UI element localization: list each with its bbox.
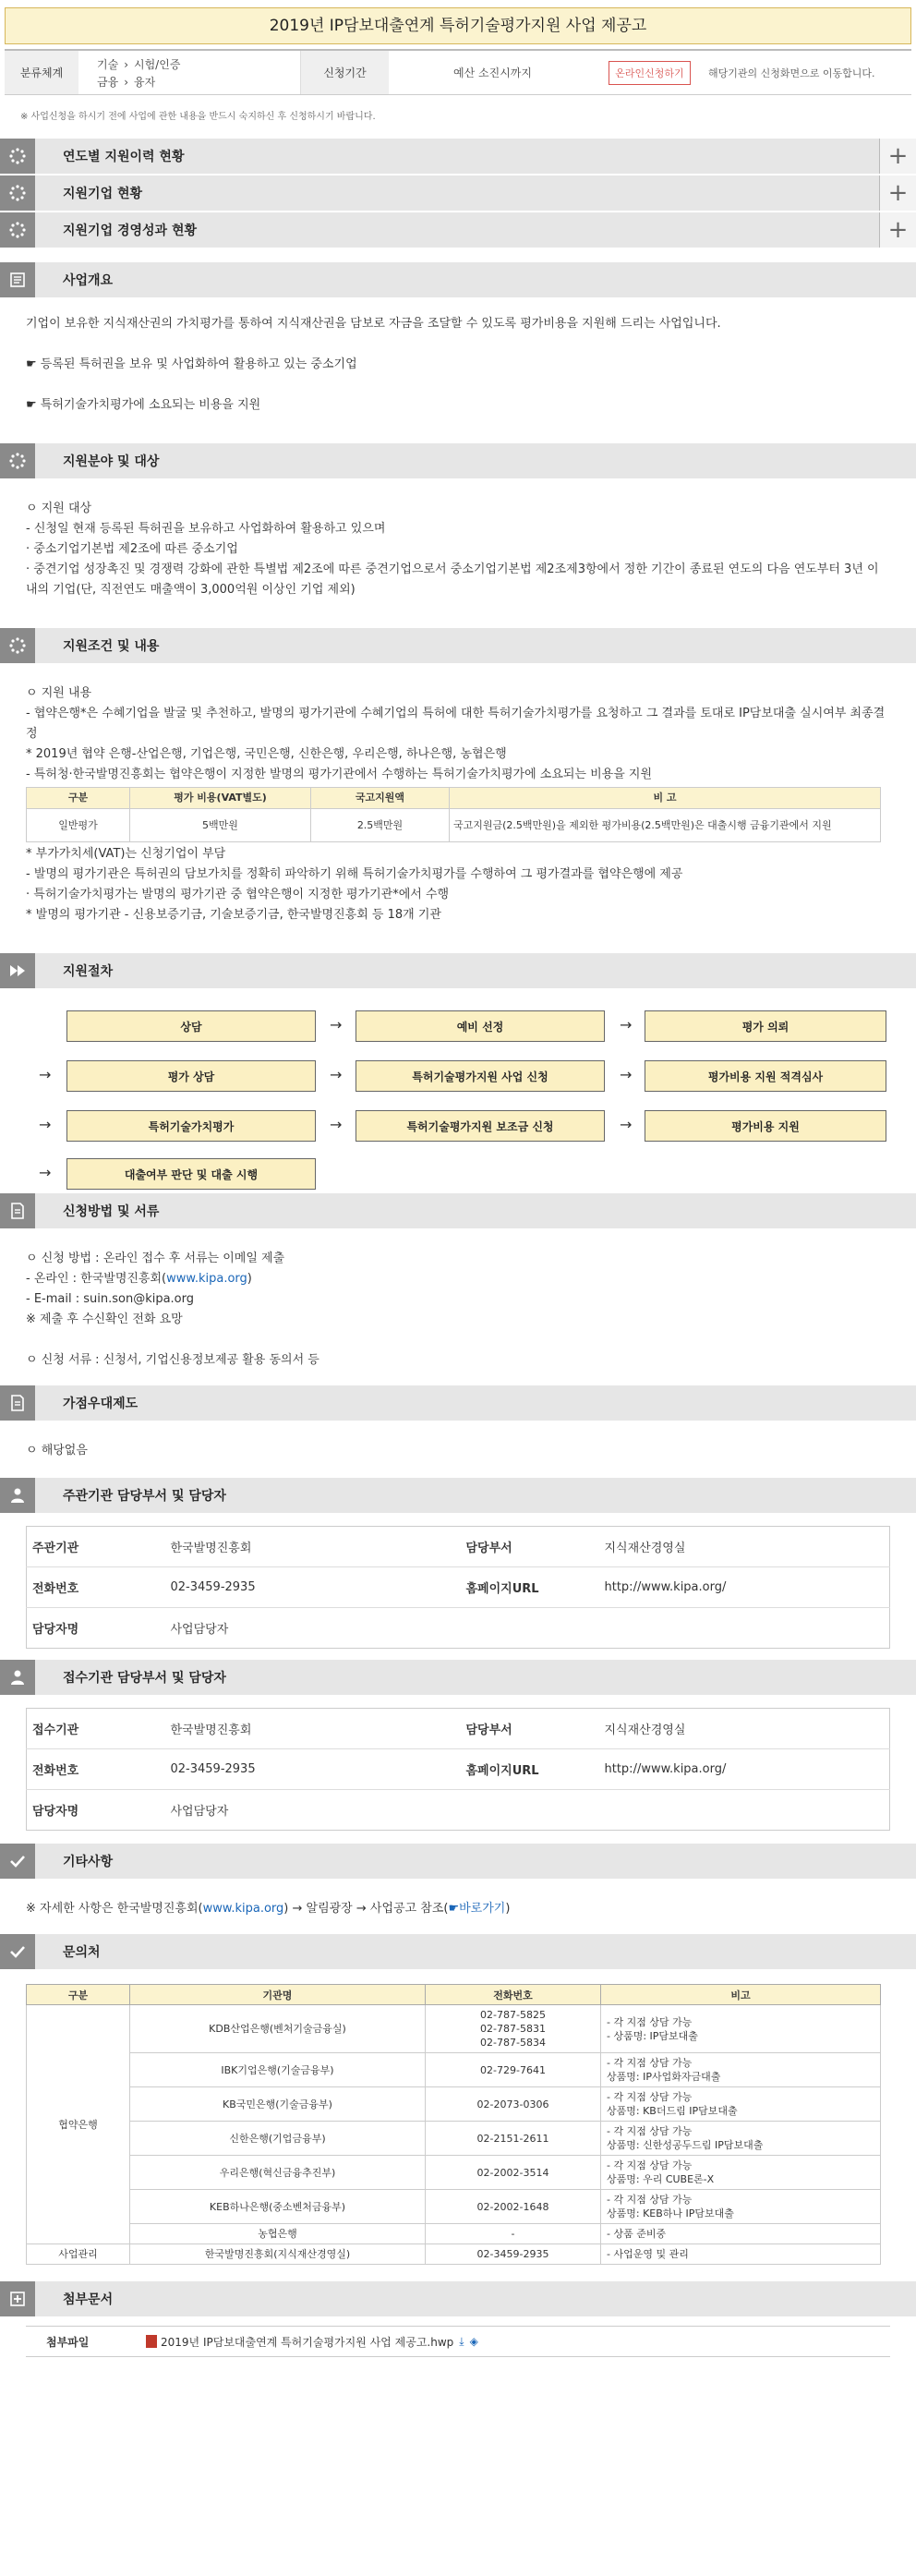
accordion-label: 연도별 지원이력 현황 [63, 150, 185, 164]
category-item: 융자 [134, 76, 156, 89]
section-header [0, 443, 916, 478]
table-cell: 국고지원금(2.5백만원)을 제외한 평가비용(2.5백만원)은 대출시행 금융기관에서 지원 [450, 809, 881, 842]
note-cell [601, 2224, 881, 2244]
table-header: 구분 [27, 788, 130, 809]
accordion [0, 139, 916, 248]
section-body [0, 663, 916, 938]
accordion-label: 지원기업 경영성과 현황 [63, 224, 197, 238]
note-cell [601, 2122, 881, 2156]
section-conditions [0, 628, 916, 938]
chevron-right-icon: › [124, 76, 128, 89]
attachment-row [26, 2326, 890, 2357]
tel-cell [426, 2087, 601, 2122]
text-line: - E-mail : suin.son@kipa.org [26, 1292, 194, 1306]
category-item: 기술 [97, 58, 119, 71]
field-value: 한국발명진흥회 [165, 1709, 461, 1749]
text-line: - 특허청·한국발명진흥회는 협약은행이 지정한 발명의 평가기관에서 수행하는 특허기술가치평가에 소요되는 비용을 지원 [26, 768, 653, 781]
section-title: 지원분야 및 대상 [63, 454, 160, 469]
paragraph: ☛ 등록된 특허권을 보유 및 사업화하여 활용하고 있는 중소기업 [26, 357, 357, 371]
flow-step: 평가 상담 [66, 1060, 316, 1092]
text-line: ※ 제출 후 수신확인 전화 요망 [26, 1312, 183, 1326]
field-label: 전화번호 [27, 1567, 165, 1608]
section-header [0, 2281, 916, 2316]
table-row [27, 2053, 881, 2087]
paragraph: 기업이 보유한 지식재산권의 가치평가를 통하여 지식재산권을 담보로 자금을 조달할 수 있도록 평가비용을 지원해 드리는 사업입니다. [26, 317, 721, 331]
table-row [27, 809, 881, 842]
text-line: ㅇ 해당없음 [26, 1444, 88, 1457]
text-line: ㅇ 지원 내용 [26, 686, 92, 700]
table-header: 구분 [27, 1985, 130, 2005]
section-bonus [0, 1385, 916, 1474]
flow-step: 상담 [66, 1010, 316, 1042]
info-bar [5, 49, 911, 95]
field-value: 02-3459-2935 [165, 1567, 461, 1608]
document-icon [0, 1193, 35, 1228]
page-title: 2019년 IP담보대출연계 특허기술평가지원 사업 제공고 [5, 7, 911, 44]
flow-step: 평가 의뢰 [645, 1010, 886, 1042]
section-target [0, 443, 916, 613]
dots-circle-icon [0, 212, 35, 248]
section-title: 접수기관 담당부서 및 담당자 [63, 1671, 226, 1686]
host-table [26, 1526, 890, 1649]
fast-forward-icon [0, 953, 35, 988]
flow-step: 예비 선정 [356, 1010, 605, 1042]
table-cell: 사업관리 [27, 2244, 130, 2265]
attachment-file-link[interactable]: 2019년 IP담보대출연계 특허기술평가지원 사업 제공고.hwp [161, 2335, 454, 2349]
person-icon [0, 1478, 35, 1513]
kipa-link[interactable]: www.kipa.org [202, 1902, 284, 1916]
dots-circle-icon [0, 175, 35, 211]
category-item: 시험/인증 [134, 58, 181, 71]
tel-line: 02-2151-2611 [476, 2132, 549, 2145]
paragraph: ☛ 특허기술가치평가에 소요되는 비용을 지원 [26, 398, 261, 412]
note-cell [601, 2156, 881, 2190]
arrow-right-icon: → [39, 1164, 52, 1181]
tel-cell [426, 2122, 601, 2156]
group-cell: 협약은행 [27, 2005, 130, 2244]
chevron-right-icon: › [124, 58, 128, 71]
text-line: · 중소기업기본법 제2조에 따른 중소기업 [26, 542, 238, 556]
plus-icon[interactable]: + [879, 139, 916, 174]
field-label: 담당부서 [461, 1527, 599, 1567]
check-icon [0, 1934, 35, 1969]
arrow-right-icon: → [330, 1016, 343, 1034]
field-label: 홈페이지URL [461, 1567, 599, 1608]
period-label: 신청기간 [300, 51, 389, 94]
field-label: 주관기관 [27, 1527, 165, 1567]
note-cell [601, 2053, 881, 2087]
flow-step: 특허기술가치평가 [66, 1110, 316, 1142]
document-icon [0, 1385, 35, 1421]
table-row [27, 2005, 881, 2053]
tel-line: 02-787-5834 [480, 2037, 546, 2049]
field-label: 담당자명 [32, 1805, 79, 1819]
section-header [0, 262, 916, 297]
tel-line: 02-2002-3514 [476, 2166, 549, 2179]
arrow-right-icon: → [39, 1066, 52, 1083]
note-line: - 각 지점 상담 가능 [607, 2057, 693, 2069]
tel-cell [426, 2224, 601, 2244]
text-line: * 2019년 협약 은행-산업은행, 기업은행, 국민은행, 신한은행, 우리은행, 하나은행, 농협은행 [26, 747, 507, 761]
note-cell [601, 2190, 881, 2224]
table-header: 기관명 [130, 1985, 426, 2005]
field-label: 담당자명 [32, 1623, 79, 1637]
note-line: - 상품명: IP담보대출 [607, 2029, 698, 2042]
text-line: * 부가가치세(VAT)는 신청기업이 부담 [26, 847, 226, 861]
online-apply-button[interactable]: 온라인신청하기 [609, 61, 690, 85]
text-line: - 협약은행*은 수혜기업을 발굴 및 추천하고, 발명의 평가기관에 수혜기업의 특허에 대한 특허기술가치평가를 요청하고 그 결과를 토대로 IP담보대출 실시여부 최종결정 [26, 707, 886, 741]
tel-line: 02-2002-1648 [476, 2200, 549, 2213]
table-row [27, 2224, 881, 2244]
arrow-right-icon: → [620, 1066, 633, 1083]
section-title: 지원절차 [63, 964, 114, 979]
section-procedure [0, 953, 916, 1190]
text-span: - 온라인 : 한국발명진흥회( [26, 1272, 167, 1286]
preview-icon[interactable]: ◈ [469, 2335, 478, 2348]
table-row [27, 2087, 881, 2122]
section-title: 사업개요 [63, 273, 114, 288]
section-attachment [0, 2281, 916, 2357]
section-header [0, 1478, 916, 1513]
category-label: 분류체계 [5, 51, 78, 94]
tel-cell [426, 2005, 601, 2053]
table-cell: 5백만원 [130, 809, 311, 842]
dots-circle-icon [0, 628, 35, 663]
text-line: · 중견기업 성장촉진 및 경쟁력 강화에 관한 특별법 제2조에 따른 중견기업으로서 중소기업기본법 제2조제3항에서 정한 기간이 종료된 연도의 다음 연도부터 3년 이내의 기업(단, 직전연도 매출액이 3,000억원 이상인 기업 제외) [26, 562, 879, 597]
section-title: 기타사항 [63, 1855, 114, 1869]
note-line: 상품명: KEB하나 IP담보대출 [607, 2207, 734, 2219]
field-value: 사업담당자 [170, 1805, 229, 1819]
homepage-url: http://www.kipa.org/ [599, 1749, 890, 1790]
table-cell: 한국발명진흥회(지식재산경영실) [130, 2244, 426, 2265]
table-cell: 02-3459-2935 [426, 2244, 601, 2265]
receiver-table [26, 1708, 890, 1831]
section-header [0, 1844, 916, 1879]
section-title: 주관기관 담당부서 및 담당자 [63, 1489, 226, 1504]
field-value: 지식재산경영실 [599, 1527, 890, 1567]
table-row [27, 2244, 881, 2265]
section-body [0, 1228, 916, 1384]
flow-step: 평가비용 지원 [645, 1110, 886, 1142]
table-header: 전화번호 [426, 1985, 601, 2005]
table-cell: 일반평가 [27, 809, 130, 842]
note-line: - 각 지점 상담 가능 [607, 2159, 693, 2171]
field-value: 지식재산경영실 [599, 1709, 890, 1749]
tel-line: 02-787-5831 [480, 2023, 546, 2035]
field-value: 02-3459-2935 [165, 1749, 461, 1790]
note-line: 상품명: IP사업화자금대출 [607, 2071, 721, 2083]
arrow-right-icon: → [330, 1116, 343, 1133]
plus-box-icon [0, 2281, 35, 2316]
document-icon [0, 262, 35, 297]
field-label: 홈페이지URL [461, 1749, 599, 1790]
homepage-url: http://www.kipa.org/ [599, 1567, 890, 1608]
text-span: ) → 알림광장 → 사업공고 참조( [283, 1902, 449, 1916]
org-cell: KB국민은행(기술금융부) [130, 2087, 426, 2122]
org-cell: IBK기업은행(기술금융부) [130, 2053, 426, 2087]
field-label: 전화번호 [27, 1749, 165, 1790]
text-span: ※ 자세한 사항은 한국발명진흥회( [26, 1902, 203, 1916]
field-value: 사업담당자 [170, 1623, 229, 1637]
org-cell: KEB하나은행(중소벤처금융부) [130, 2190, 426, 2224]
section-title: 문의처 [63, 1945, 101, 1960]
hwp-file-icon [146, 2335, 157, 2348]
text-line: * 발명의 평가기관 - 신용보증기금, 기술보증기금, 한국발명진흥회 등 18개 기관 [26, 908, 441, 922]
notice-text: ※ 사업신청을 하시기 전에 사업에 관한 내용을 반드시 숙지하신 후 신청하시기 바랍니다. [20, 112, 376, 122]
text-line [26, 1899, 890, 1919]
table-row [27, 2190, 881, 2224]
arrow-right-icon: → [620, 1116, 633, 1133]
flow-step: 대출여부 판단 및 대출 시행 [66, 1158, 316, 1190]
arrow-right-icon: → [330, 1066, 343, 1083]
section-header [0, 953, 916, 988]
section-apply [0, 1193, 916, 1384]
note-line: - 각 지점 상담 가능 [607, 2125, 693, 2137]
section-title: 가점우대제도 [63, 1397, 139, 1411]
note-line: - 각 지점 상담 가능 [607, 2194, 693, 2206]
text-line: ㅇ 지원 대상 [26, 502, 92, 515]
text-span: ) [505, 1902, 511, 1916]
section-overview [0, 262, 916, 429]
text-line: - 발명의 평가기관은 특허권의 담보가치를 정확히 파악하기 위해 특허기술가치평가를 수행하여 그 평가결과를 협약은행에 제공 [26, 867, 683, 881]
text-line: ㅇ 신청 방법 : 온라인 접수 후 서류는 이메일 제출 [26, 1252, 285, 1265]
section-header [0, 1660, 916, 1695]
cost-table [26, 787, 881, 842]
section-title: 신청방법 및 서류 [63, 1204, 160, 1219]
table-header: 비 고 [450, 788, 881, 809]
section-body [0, 1879, 916, 1932]
note-line: 상품명: 신한성공두드림 IP담보대출 [607, 2139, 764, 2151]
section-title: 지원조건 및 내용 [63, 639, 160, 654]
flow-step: 특허기술평가지원 보조금 신청 [356, 1110, 605, 1142]
section-body [0, 478, 916, 613]
shortcut-link[interactable]: ☛바로가기 [448, 1902, 506, 1916]
category-item: 금융 [97, 76, 119, 89]
note-line: - 상품 준비중 [607, 2228, 667, 2240]
org-cell: KDB산업은행(벤처기술금융실) [130, 2005, 426, 2053]
tel-cell [426, 2053, 601, 2087]
table-header: 국고지원액 [311, 788, 450, 809]
category-values [78, 51, 300, 94]
section-body [0, 1421, 916, 1474]
section-body [0, 297, 916, 429]
text-line [26, 1269, 890, 1289]
flow-step: 평가비용 지원 적격심사 [645, 1060, 886, 1092]
tel-cell [426, 2190, 601, 2224]
tel-line: - [511, 2228, 515, 2240]
section-header [0, 628, 916, 663]
section-contact [0, 1934, 916, 2265]
accordion-item-performance[interactable] [0, 212, 916, 248]
contact-table [26, 1984, 881, 2265]
section-etc [0, 1844, 916, 1932]
tel-line: 02-2073-0306 [476, 2098, 549, 2110]
table-row [27, 2122, 881, 2156]
table-header: 평가 비용(VAT별도) [130, 788, 311, 809]
field-value: 한국발명진흥회 [165, 1527, 461, 1567]
table-cell: - 사업운영 및 관리 [601, 2244, 881, 2265]
check-icon [0, 1844, 35, 1879]
field-label: 접수기관 [27, 1709, 165, 1749]
table-row [27, 2156, 881, 2190]
tel-line: 02-729-7641 [480, 2063, 546, 2076]
org-cell: 신한은행(기업금융부) [130, 2122, 426, 2156]
org-cell: 우리은행(혁신금융추진부) [130, 2156, 426, 2190]
section-title: 첨부문서 [63, 2292, 114, 2307]
note-cell [601, 2087, 881, 2122]
text-line: - 신청일 현재 등록된 특허권을 보유하고 사업화하여 활용하고 있으며 [26, 522, 386, 536]
dots-circle-icon [0, 443, 35, 478]
accordion-item-history[interactable] [0, 139, 916, 174]
text-span: ) [247, 1272, 252, 1286]
online-apply-cell [597, 51, 703, 94]
section-receiver [0, 1660, 916, 1831]
section-host [0, 1478, 916, 1649]
accordion-label: 지원기업 현황 [63, 187, 143, 201]
procedure-flow [0, 988, 916, 1190]
table-header: 비고 [601, 1985, 881, 2005]
section-header [0, 1385, 916, 1421]
section-header [0, 1193, 916, 1228]
org-cell: 농협은행 [130, 2224, 426, 2244]
arrow-right-icon: → [620, 1016, 633, 1034]
field-label: 담당부서 [461, 1709, 599, 1749]
period-value: 예산 소진시까지 [453, 67, 532, 79]
kipa-link[interactable]: www.kipa.org [166, 1272, 247, 1286]
person-icon [0, 1660, 35, 1695]
plus-icon[interactable]: + [879, 175, 916, 211]
note-line: - 각 지점 상담 가능 [607, 2015, 693, 2028]
text-line: · 특허기술가치평가는 발명의 평가기관 중 협약은행이 지정한 평가기관*에서 수행 [26, 888, 450, 901]
download-icon[interactable]: ⤓ [459, 2334, 464, 2348]
online-apply-note: 해당기관의 신청화면으로 이동합니다. [708, 67, 875, 79]
dots-circle-icon [0, 139, 35, 174]
accordion-item-companies[interactable] [0, 175, 916, 211]
note-line: 상품명: 우리 CUBE론-X [607, 2173, 715, 2185]
note-line: 상품명: KB더드림 IP담보대출 [607, 2105, 738, 2117]
tel-line: 02-787-5825 [480, 2009, 546, 2021]
tel-cell [426, 2156, 601, 2190]
table-cell: 2.5백만원 [311, 809, 450, 842]
arrow-right-icon: → [39, 1116, 52, 1133]
attachment-label: 첨부파일 [46, 2335, 90, 2349]
section-header [0, 1934, 916, 1969]
note-line: - 각 지점 상담 가능 [607, 2091, 693, 2103]
flow-step: 특허기술평가지원 사업 신청 [356, 1060, 605, 1092]
text-line: ㅇ 신청 서류 : 신청서, 기업신용정보제공 활용 동의서 등 [26, 1353, 319, 1367]
note-cell [601, 2005, 881, 2053]
plus-icon[interactable]: + [879, 212, 916, 248]
